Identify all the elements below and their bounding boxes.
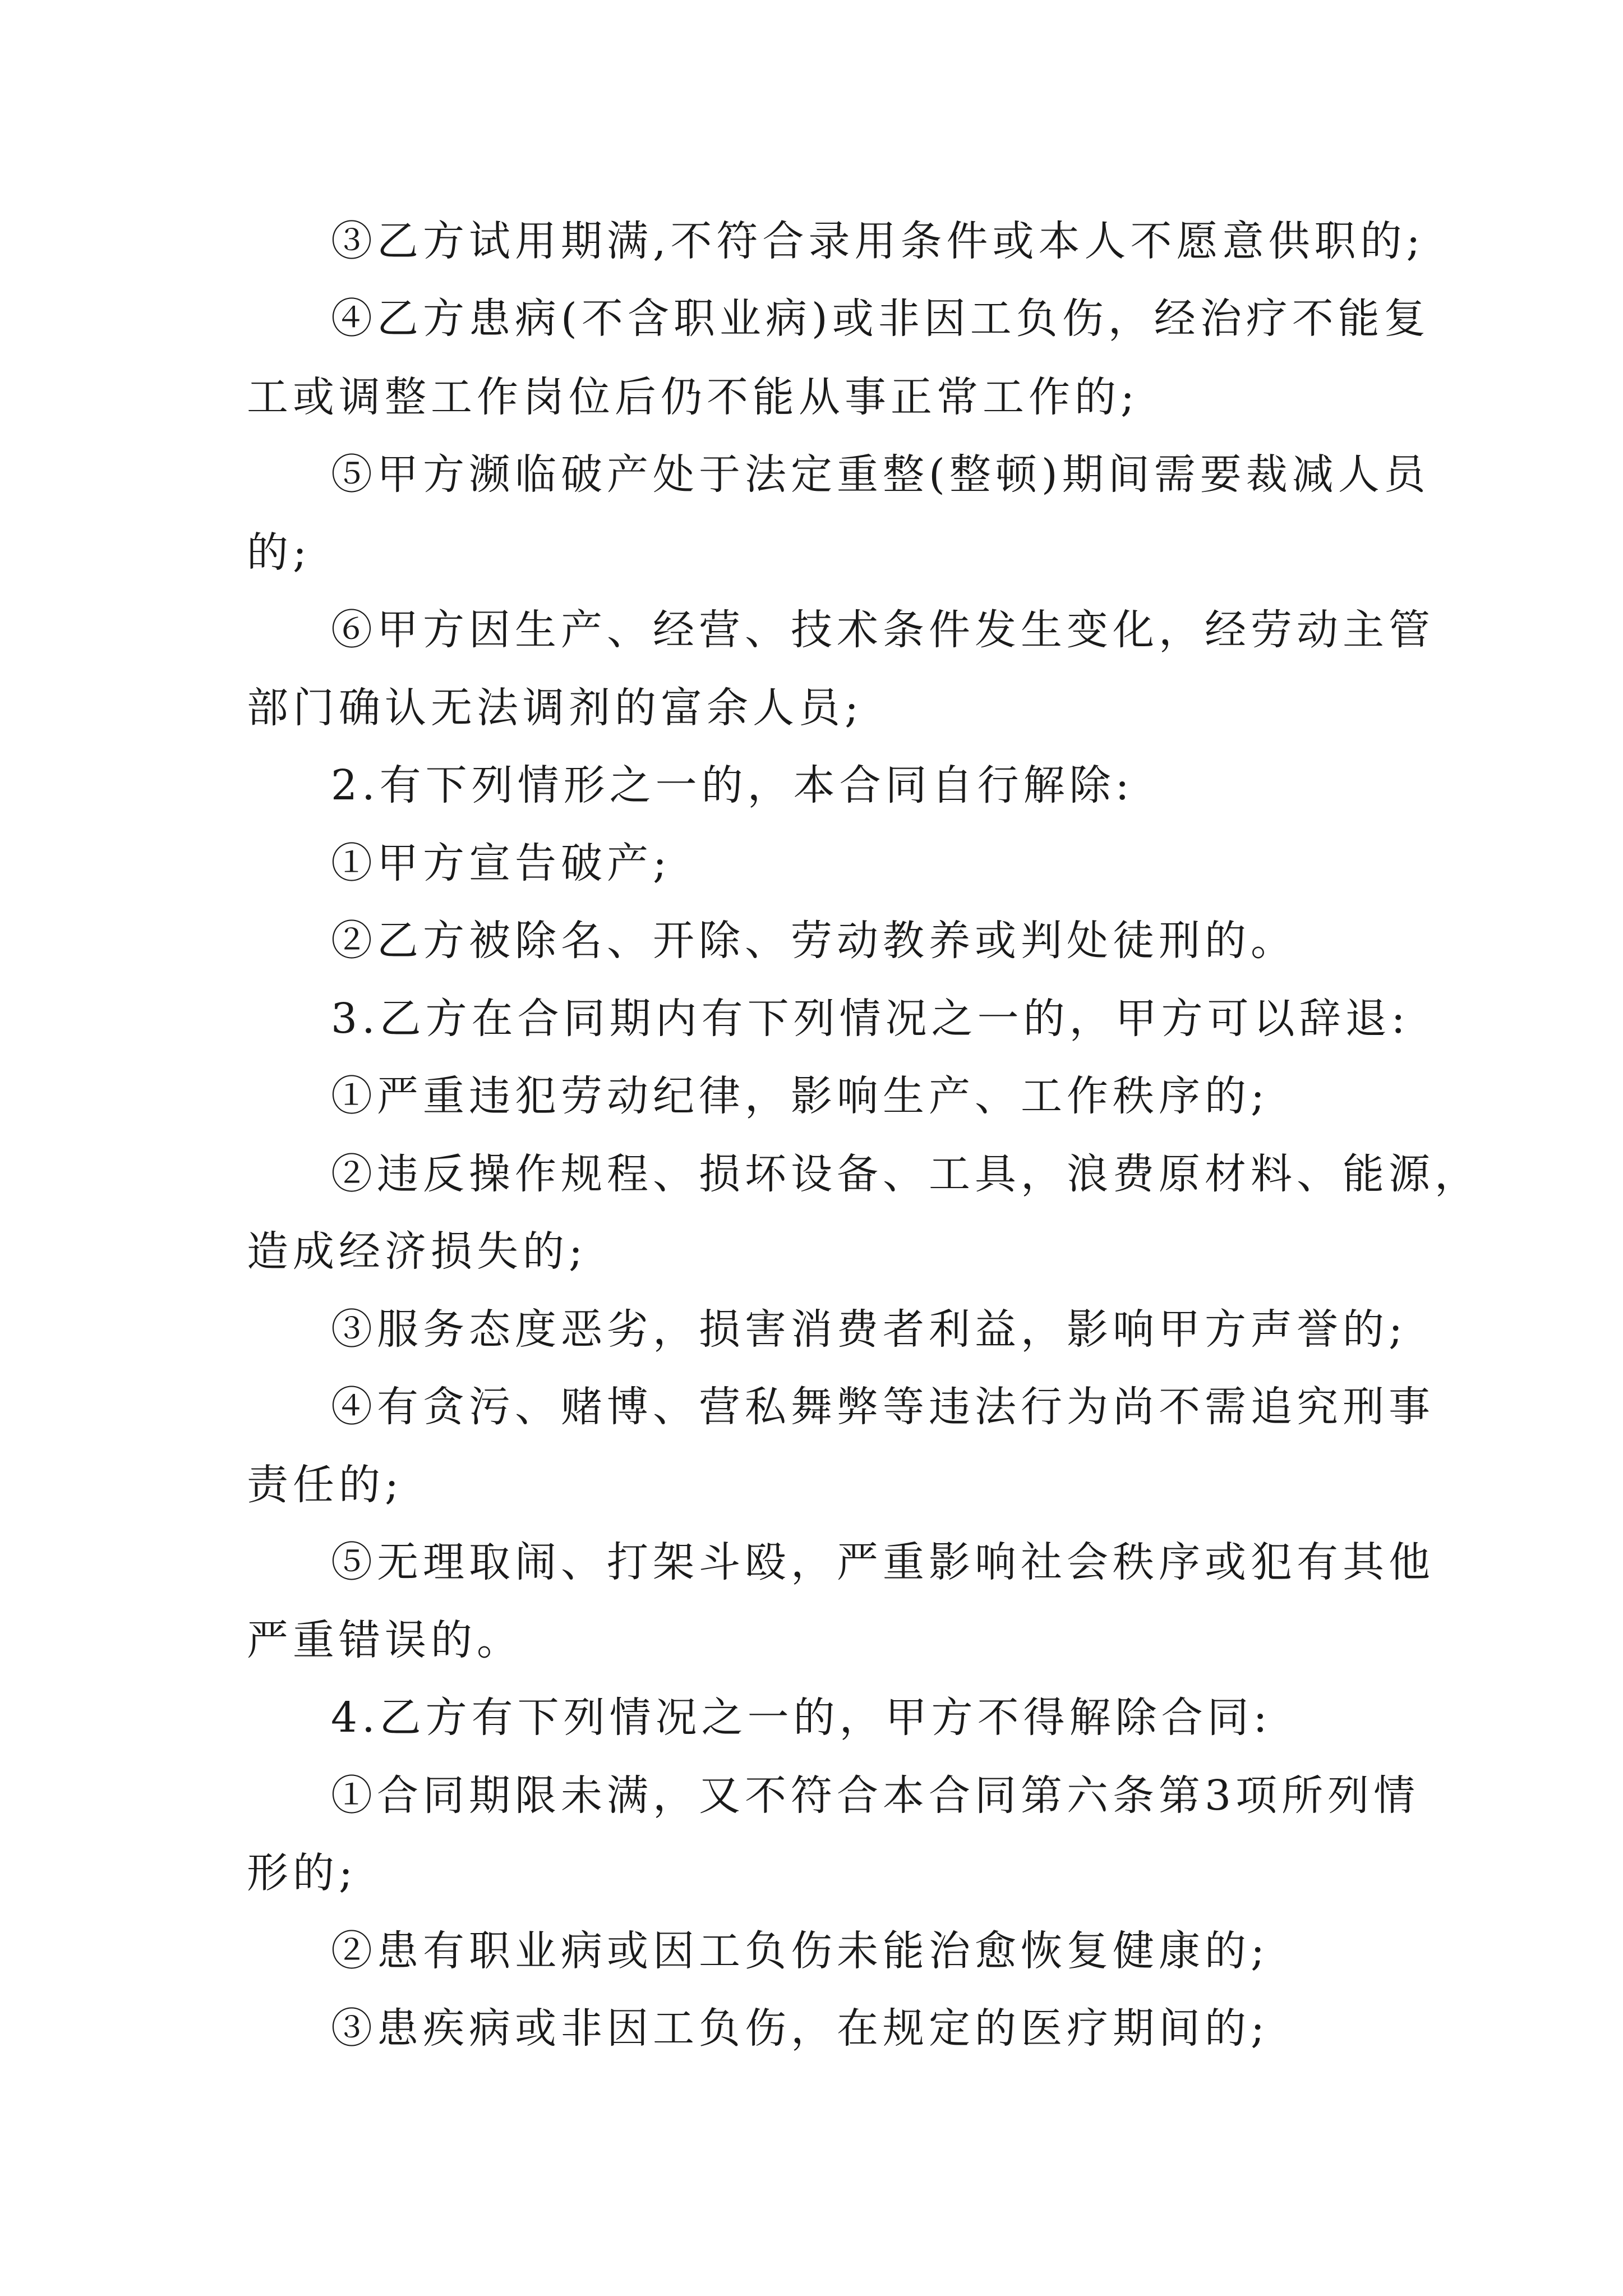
paragraph-line: 2.有下列情形之一的，本合同自行解除: (331, 761, 1134, 809)
paragraph-line: 形的; (247, 1849, 357, 1897)
paragraph-line: ⑥甲方因生产、经营、技术条件发生变化，经劳动主管 (331, 606, 1435, 654)
paragraph-line: 造成经济损失的; (247, 1227, 587, 1276)
paragraph-line: ②乙方被除名、开除、劳动教养或判处徒刑的。 (331, 917, 1297, 965)
paragraph-line: ④有贪污、赌博、营私舞弊等违法行为尚不需追究刑事 (331, 1383, 1435, 1431)
paragraph-line: 责任的; (247, 1461, 403, 1509)
paragraph-line: ③服务态度恶劣，损害消费者利益，影响甲方声誉的; (331, 1305, 1407, 1354)
paragraph-line: 工或调整工作岗位后仍不能从事正常工作的; (247, 373, 1139, 421)
paragraph-line: ①甲方宣告破产; (331, 839, 671, 887)
paragraph-line: 4.乙方有下列情况之一的，甲方不得解除合同: (331, 1694, 1272, 1742)
paragraph-line: ②违反操作规程、损坏设备、工具，浪费原材料、能源， (331, 1150, 1481, 1198)
paragraph-line: ⑤无理取闹、打架斗殴，严重影响社会秩序或犯有其他 (331, 1538, 1435, 1586)
paragraph-line: ①严重违犯劳动纪律，影响生产、工作秩序的; (331, 1072, 1269, 1120)
paragraph-line: ④乙方患病(不含职业病)或非因工负伤，经治疗不能复 (331, 295, 1430, 343)
paragraph-line: ②患有职业病或因工负伤未能治愈恢复健康的; (331, 1927, 1269, 1975)
paragraph-line: ③患疾病或非因工负伤，在规定的医疗期间的; (331, 2004, 1269, 2053)
paragraph-line: 3.乙方在合同期内有下列情况之一的，甲方可以辞退: (331, 995, 1410, 1043)
paragraph-line: 严重错误的。 (247, 1616, 523, 1664)
paragraph-line: ①合同期限未满，又不符合本合同第六条第3项所列情 (331, 1772, 1420, 1820)
paragraph-line: ⑤甲方濒临破产处于法定重整(整顿)期间需要裁减人员 (331, 450, 1430, 499)
paragraph-line: 部门确认无法调剂的富余人员; (247, 684, 863, 732)
paragraph-line: ③乙方试用期满,不符合录用条件或本人不愿意供职的; (331, 217, 1425, 265)
paragraph-line: 的; (247, 528, 311, 577)
